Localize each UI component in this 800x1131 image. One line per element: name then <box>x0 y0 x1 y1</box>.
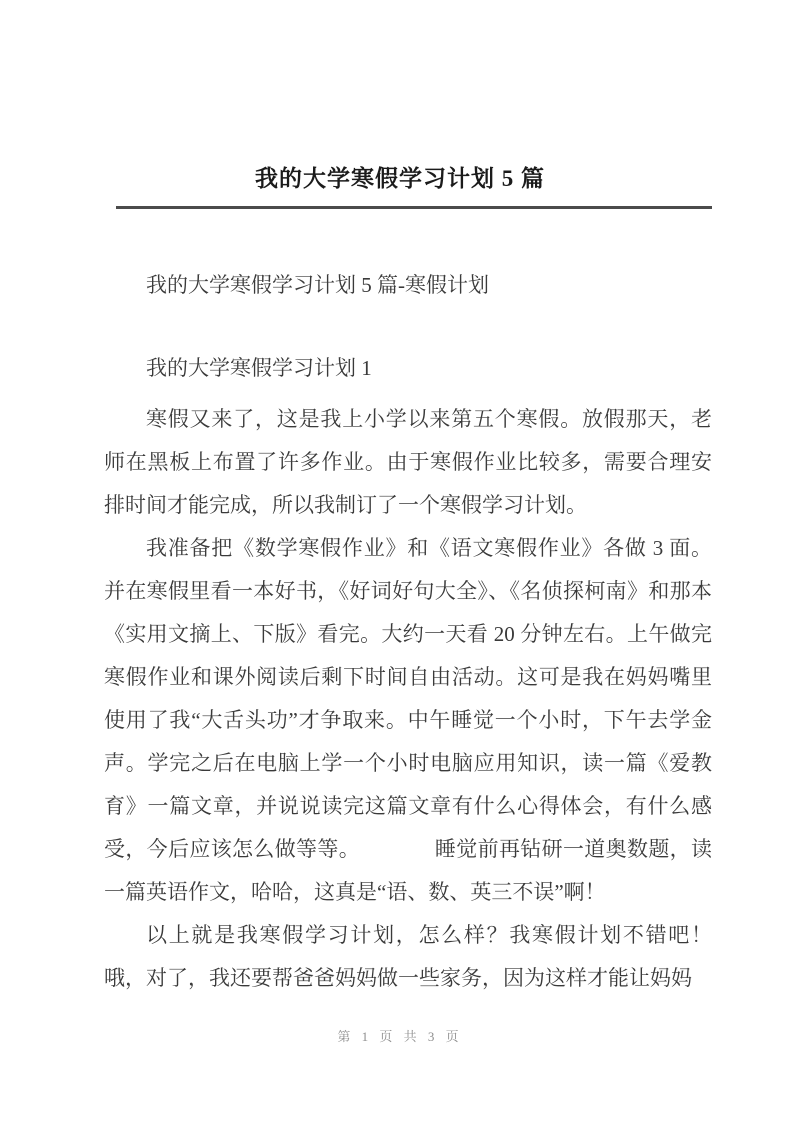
title-divider <box>116 206 712 209</box>
document-title: 我的大学寒假学习计划 5 篇 <box>255 166 545 191</box>
page-footer: 第 1 页 共 3 页 <box>337 1029 463 1044</box>
paragraph: 寒假又来了，这是我上小学以来第五个寒假。放假那天，老师在黑板上布置了许多作业。由于寒假作业比较多，需要合理安排时间才能完成，所以我制订了一个寒假学习计划。 <box>104 407 712 517</box>
paragraph: 我准备把《数学寒假作业》和《语文寒假作业》各做 3 面。并在寒假里看一本好书，《好词好句大全》、《名侦探柯南》和那本《实用文摘上、下版》看完。大约一天看 20 分钟左右。上午做完寒假作业和课外阅读后剩下时间自由活动。这可是我在妈妈嘴里使用了我“大舌头功”才争取来。中午睡觉一个小时，下午去学金声。学完之后在电脑上学一个小时电脑应用知识，读一篇《爱教育》一篇文章，并说说读完这篇文章有什么心得体会，有什么感受，今后应该怎么做等等。 睡觉前再钻研一道奥数题，读一篇英语作文，哈哈，这真是“语、数、英三不误”啊！ <box>104 536 712 904</box>
document-body <box>104 264 712 1000</box>
paragraph: 以上就是我寒假学习计划，怎么样？我寒假计划不错吧！哦，对了，我还要帮爸爸妈妈做一些家务，因为这样才能让妈妈 <box>104 923 712 990</box>
section-heading: 我的大学寒假学习计划 1 <box>146 356 372 380</box>
document-subtitle: 我的大学寒假学习计划 5 篇-寒假计划 <box>146 273 489 297</box>
